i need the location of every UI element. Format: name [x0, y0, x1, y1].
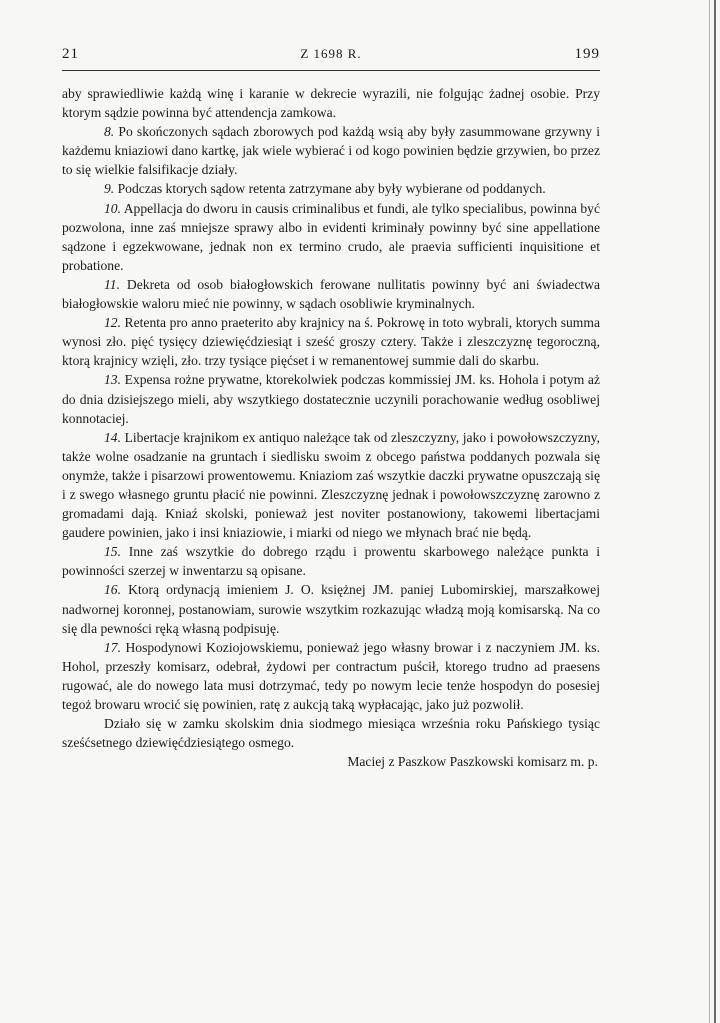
paragraph-13: 13. Expensa rożne prywatne, ktorekolwiek podczas kommissiej JM. ks. Hohola i potym aż do dnia dzisiejszego mieli, aby wszytkiego dostatecznie uczynili porachowanie według osobliwej konnotaciej. [62, 372, 601, 426]
page-header [62, 46, 600, 68]
paragraph-9: 9. Podczas ktorych sądow retenta zatrzymane aby były wybierane od poddanych. [104, 181, 546, 197]
paragraph-number: 17. [104, 639, 121, 655]
paragraph-continuation: aby sprawiedliwie każdą winę i karanie w dekrecie wyrazili, nie folgując żadnej osobie. Przy ktorym sądzie powinna być attendencja zamkowa. [62, 86, 600, 121]
signature-line: Maciej z Paszkow Paszkowski komisarz m. p. [347, 754, 598, 770]
paragraph-number: 8. [104, 124, 115, 140]
paragraph-number: 9. [104, 181, 115, 197]
header-rule [62, 70, 600, 71]
paragraph-number: 10. [104, 200, 121, 216]
document-body [62, 84, 600, 771]
page-edge-line [714, 0, 716, 1023]
paragraph-number: 15. [104, 544, 121, 560]
paragraph-number: 13. [104, 372, 121, 388]
running-title: Z 1698 R. [300, 46, 362, 61]
paragraph-number: 16. [104, 582, 121, 598]
paragraph-17: 17. Hospodynowi Koziojowskiemu, ponieważ jego własny browar i z naczyniem JM. ks. Hohol, przeszły komisarz, odebrał, żydowi per contractum puścił, ktorego trudno ad praesens rugować, ale do nowego lata musi dotrzymać, tedy po nowym lecie tenże hospodyn do posesiej tegoż browaru wrocić się powinien, ratę z aukcją taką wypłacając, jako już pozwolił. [62, 639, 600, 712]
paragraph-14: 14. Libertacje krajnikom ex antiquo należące tak od zleszczyzny, jako i powołowszczyzny, także wolne osadzanie na gruntach i siedlisku swoim z obcego państwa poddanych pozwala się onymże, także i pisarzowi prowentowemu. Kniaziom zaś wszytkie daczki prywatne opuszczają się i z swego własnego gruntu płacić nie powinni. Zleszczyznę jednak i powołowszczyznę zarowno z gromadami dają. Kniaź skolski, ponieważ jest noviter postanowiony, takowemi libertacjami gaudere powinien, jako i insi kniaziowie, i miarki od niego we młynach brać nie będą. [62, 429, 600, 541]
paragraph-10: 10. Appellacja do dworu in causis criminalibus et fundi, ale tylko specialibus, powinna być pozwolona, inne zaś mniejsze sprawy albo in evidenti kriminały powinny być sine appellatione sądzone i egzekwowane, jednak non ex termino crudo, ale praevia sufficienti inquisitione et probatione. [62, 200, 600, 273]
paragraph-16: 16. Ktorą ordynacją imieniem J. O. księżnej JM. paniej Lubomirskiej, marszałkowej nadwornej koronnej, postanowiam, surowie wszytkim rozkazując władzą moją komisarską. Na co się dla pewności ręką własną podpisuję. [62, 582, 600, 636]
paragraph-15: 15. Inne zaś wszytkie do dobrego rządu i prowentu skarbowego należące punkta i powinności szerzej w inwentarzu są opisane. [62, 544, 600, 579]
closing-paragraph: Działo się w zamku skolskim dnia siodmego miesiąca września roku Pańskiego tysiąc sześćsetnego dziewięćdziesiątego osmego. [62, 716, 600, 751]
page-edge-line-inner [709, 0, 710, 1023]
page-number: 199 [574, 46, 600, 62]
paragraph-number: 14. [104, 429, 121, 445]
paragraph-12: 12. Retenta pro anno praeterito aby krajnicy na ś. Pokrowę in toto wybrali, ktorych summa wynosi zło. pięć tysięcy dziewięćdziesiąt i sześć groszy cztery. Także i zleszczyznę tegoroczną, ktorą krajnicy wzięli, zło. trzy tysiące pięćset i w remanentowej summie dali do skarbu. [62, 315, 600, 369]
paragraph-11: 11. Dekreta od osob białogłowskich ferowane nullitatis powinny być ani świadectwa białogłowskie waloru mieć nie powinny, w sądach osobliwie kryminalnych. [62, 276, 600, 312]
paragraph-8: 8. Po skończonych sądach zborowych pod każdą wsią aby były zasummowane grzywny i każdemu kniaziowi dano kartkę, jak wiele wybierać i od kogo powinien będzie grzywien, bo przez to się wielkie falsifikacje działy. [62, 124, 600, 178]
paragraph-number: 11. [104, 276, 120, 292]
paragraph-number: 12. [104, 315, 121, 331]
sheet-number: 21 [62, 46, 79, 62]
